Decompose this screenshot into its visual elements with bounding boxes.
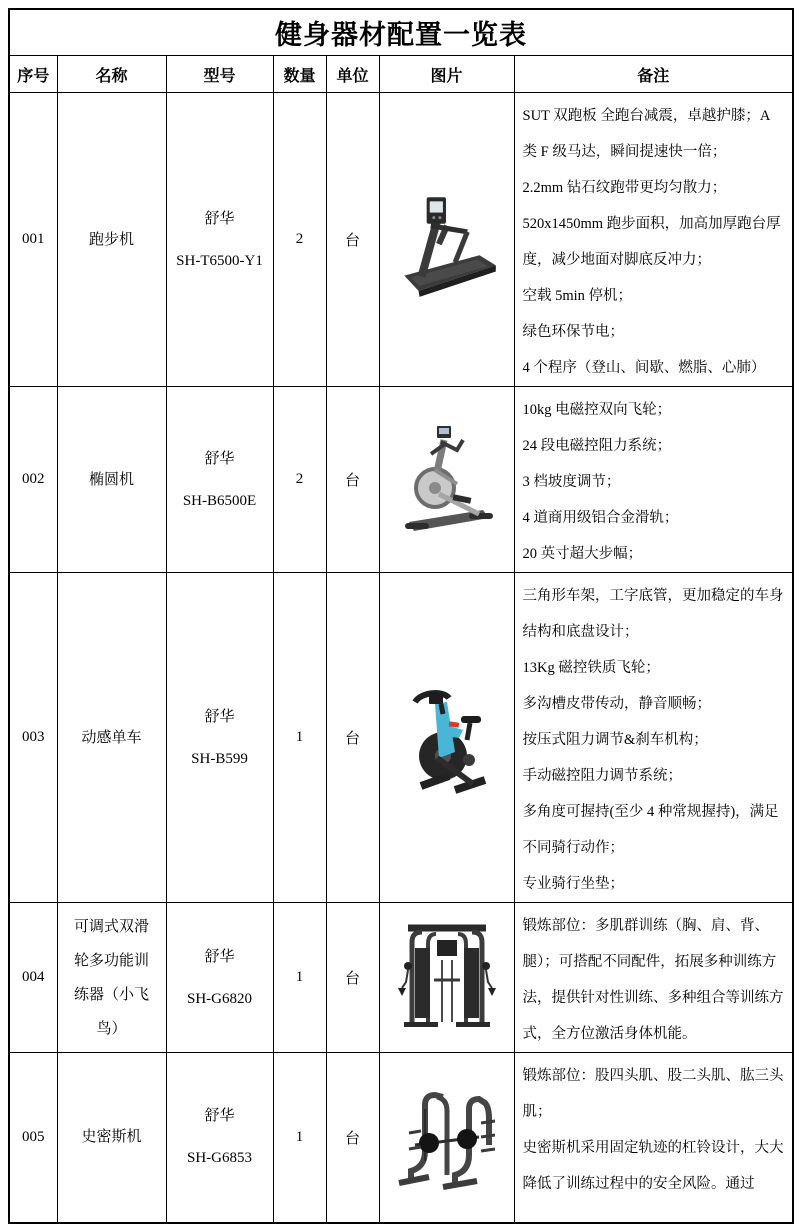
row-no: 002 bbox=[9, 387, 57, 573]
unit: 台 bbox=[326, 93, 379, 387]
title-row bbox=[9, 9, 793, 56]
remark-line: 3 档坡度调节； bbox=[522, 474, 621, 490]
remark-line: 多沟槽皮带传动，静音顺畅； bbox=[522, 696, 711, 712]
equipment-table bbox=[8, 8, 794, 1224]
remark-line: 20 英寸超大步幅； bbox=[522, 546, 643, 562]
table-row bbox=[9, 573, 793, 903]
equipment-name: 史密斯机 bbox=[57, 1053, 166, 1223]
image-cell bbox=[379, 1053, 514, 1223]
col-header-unit: 单位 bbox=[326, 56, 379, 93]
col-header-image: 图片 bbox=[379, 56, 514, 93]
col-header-qty: 数量 bbox=[273, 56, 326, 93]
remark-line: 4 道商用级铝合金滑轨； bbox=[522, 510, 679, 526]
image-cell bbox=[379, 387, 514, 573]
unit: 台 bbox=[326, 387, 379, 573]
image-cell bbox=[379, 573, 514, 903]
remark-line: 史密斯机采用固定轨迹的杠铃设计，大大降低了训练过程中的安全风险。通过 bbox=[522, 1140, 784, 1192]
row-no: 001 bbox=[9, 93, 57, 387]
elliptical-machine-image bbox=[387, 410, 507, 550]
col-header-model: 型号 bbox=[166, 56, 273, 93]
brand: 舒华 bbox=[204, 708, 235, 725]
smith-machine-image bbox=[385, 1075, 509, 1199]
row-no: 005 bbox=[9, 1053, 57, 1223]
remark-line: 2.2mm 钻石纹跑带更均匀散力； bbox=[522, 180, 727, 196]
image-cell bbox=[379, 93, 514, 387]
model-code: SH-T6500-Y1 bbox=[176, 252, 263, 269]
treadmill-image bbox=[386, 179, 508, 301]
quantity: 2 bbox=[273, 93, 326, 387]
table-row bbox=[9, 387, 793, 573]
page-title: 健身器材配置一览表 bbox=[9, 9, 793, 56]
quantity: 1 bbox=[273, 573, 326, 903]
remarks bbox=[514, 903, 793, 1053]
image-cell bbox=[379, 903, 514, 1053]
equipment-model bbox=[166, 903, 273, 1053]
remark-line: 专业骑行坐垫； bbox=[522, 876, 624, 892]
model-code: SH-B599 bbox=[191, 750, 248, 767]
equipment-name: 可调式双滑轮多功能训练器（小飞鸟） bbox=[57, 903, 166, 1053]
remark-line: 10kg 电磁控双向飞轮； bbox=[522, 402, 672, 418]
row-no: 003 bbox=[9, 573, 57, 903]
table-row bbox=[9, 903, 793, 1053]
unit: 台 bbox=[326, 573, 379, 903]
col-header-no: 序号 bbox=[9, 56, 57, 93]
spin-bike-image bbox=[385, 668, 509, 808]
remark-line: 锻炼部位：多肌群训练（胸、肩、背、腿）；可搭配不同配件，拓展多种训练方法，提供针对性训练、多种组合等训练方式，全方位激活身体机能。 bbox=[522, 918, 784, 1042]
equipment-name: 椭圆机 bbox=[57, 387, 166, 573]
quantity: 1 bbox=[273, 903, 326, 1053]
remarks bbox=[514, 573, 793, 903]
remarks bbox=[514, 93, 793, 387]
brand: 舒华 bbox=[204, 1108, 235, 1125]
remarks bbox=[514, 387, 793, 573]
remark-line: 手动磁控阻力调节系统； bbox=[522, 768, 682, 784]
header-row bbox=[9, 56, 793, 93]
brand: 舒华 bbox=[204, 210, 235, 227]
equipment-name: 跑步机 bbox=[57, 93, 166, 387]
equipment-model bbox=[166, 573, 273, 903]
table-row bbox=[9, 93, 793, 387]
model-code: SH-B6500E bbox=[182, 492, 257, 509]
remark-line: 13Kg 磁控铁质飞轮； bbox=[522, 660, 660, 676]
model-code: SH-G6820 bbox=[186, 990, 252, 1007]
equipment-model bbox=[166, 1053, 273, 1223]
model-code: SH-G6853 bbox=[186, 1150, 252, 1167]
col-header-name: 名称 bbox=[57, 56, 166, 93]
table-row bbox=[9, 1053, 793, 1223]
remark-line: 绿色环保节电； bbox=[522, 324, 624, 340]
remark-line: SUT 双跑板 全跑台减震，卓越护膝；A类 F 级马达，瞬间提速快一倍； bbox=[522, 108, 771, 160]
col-header-remarks: 备注 bbox=[514, 56, 793, 93]
equipment-model bbox=[166, 387, 273, 573]
quantity: 2 bbox=[273, 387, 326, 573]
remark-line: 按压式阻力调节&刹车机构； bbox=[522, 732, 708, 748]
row-no: 004 bbox=[9, 903, 57, 1053]
remarks bbox=[514, 1053, 793, 1223]
remark-line: 多角度可握持(至少 4 种常规握持)，满足不同骑行动作； bbox=[522, 804, 779, 856]
brand: 舒华 bbox=[204, 450, 235, 467]
remark-line: 24 段电磁控阻力系统； bbox=[522, 438, 672, 454]
quantity: 1 bbox=[273, 1053, 326, 1223]
remark-line: 520x1450mm 跑步面积，加高加厚跑台厚度，减少地面对脚底反冲力； bbox=[522, 216, 781, 268]
remark-line: 锻炼部位：股四头肌、股二头肌、肱三头肌； bbox=[522, 1068, 784, 1120]
functional-trainer-image bbox=[384, 916, 510, 1040]
remark-line: 三角形车架，工字底管，更加稳定的车身结构和底盘设计； bbox=[522, 588, 784, 640]
equipment-model bbox=[166, 93, 273, 387]
unit: 台 bbox=[326, 1053, 379, 1223]
remark-line: 空载 5min 停机； bbox=[522, 288, 633, 304]
remark-line: 4 个程序（登山、间歇、燃脂、心肺） bbox=[522, 360, 766, 376]
equipment-name: 动感单车 bbox=[57, 573, 166, 903]
unit: 台 bbox=[326, 903, 379, 1053]
brand: 舒华 bbox=[204, 948, 235, 965]
